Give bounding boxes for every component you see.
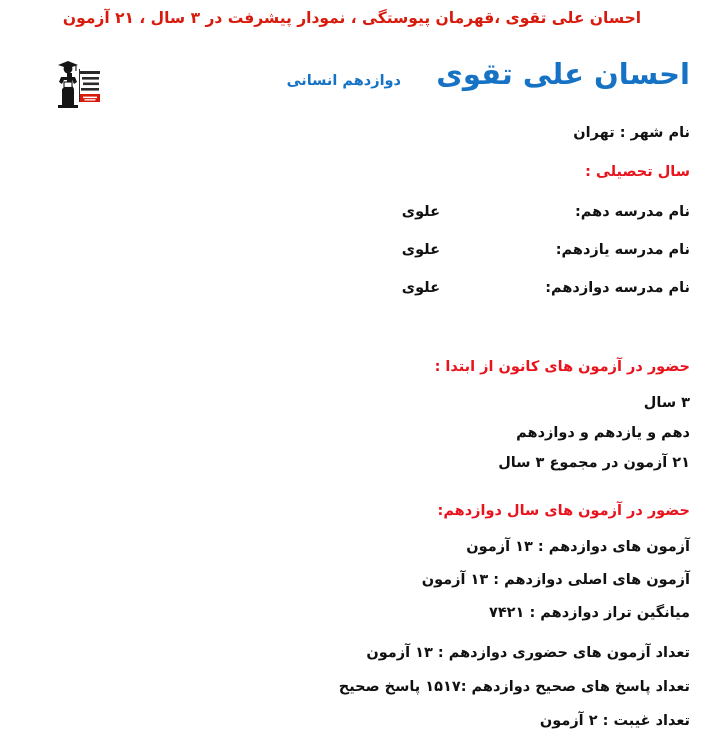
history-line-grades: دهم و یازدهم و دوازدهم (516, 425, 690, 441)
school-11-value: علوی (401, 242, 440, 258)
twelfth-absences: تعداد غیبت : ۲ آزمون (539, 713, 690, 729)
twelfth-main-exams-count: آزمون های اصلی دوازدهم : ۱۳ آزمون (421, 572, 690, 588)
school-12-label: نام مدرسه دوازدهم: (545, 280, 690, 296)
student-grade: دوازدهم انسانی (286, 73, 401, 89)
school-10-value: علوی (401, 204, 440, 220)
twelfth-inperson-exams: تعداد آزمون های حضوری دوازدهم : ۱۳ آزمون (366, 645, 690, 661)
history-heading: حضور در آزمون های کانون از ابتدا : (434, 359, 690, 375)
twelfth-heading: حضور در آزمون های سال دوازدهم: (437, 503, 690, 519)
school-12-value: علوی (401, 280, 440, 296)
twelfth-correct-answers: تعداد پاسخ های صحیح دوازدهم :۱۵۱۷ پاسخ صحیح (338, 679, 690, 695)
kanoon-logo-icon (50, 55, 106, 112)
city-line: نام شهر : تهران (573, 125, 690, 141)
school-10-label: نام مدرسه دهم: (574, 204, 690, 220)
twelfth-exams-count: آزمون های دوازدهم : ۱۳ آزمون (466, 539, 690, 555)
twelfth-average-taraz: میانگین تراز دوازدهم : ۷۴۲۱ (488, 605, 690, 621)
kanoon-logo (50, 55, 106, 112)
history-line-years: ۳ سال (643, 395, 690, 411)
school-11-label: نام مدرسه یازدهم: (555, 242, 690, 258)
academic-year-label: سال تحصیلی : (585, 164, 690, 180)
student-name: احسان علی تقوی (436, 57, 690, 91)
history-line-total-exams: ۲۱ آزمون در مجموع ۳ سال (498, 455, 690, 471)
page-title: احسان علی تقوی ،قهرمان پیوستگی ، نمودار پیشرفت در ۳ سال ، ۲۱ آزمون (62, 9, 642, 27)
